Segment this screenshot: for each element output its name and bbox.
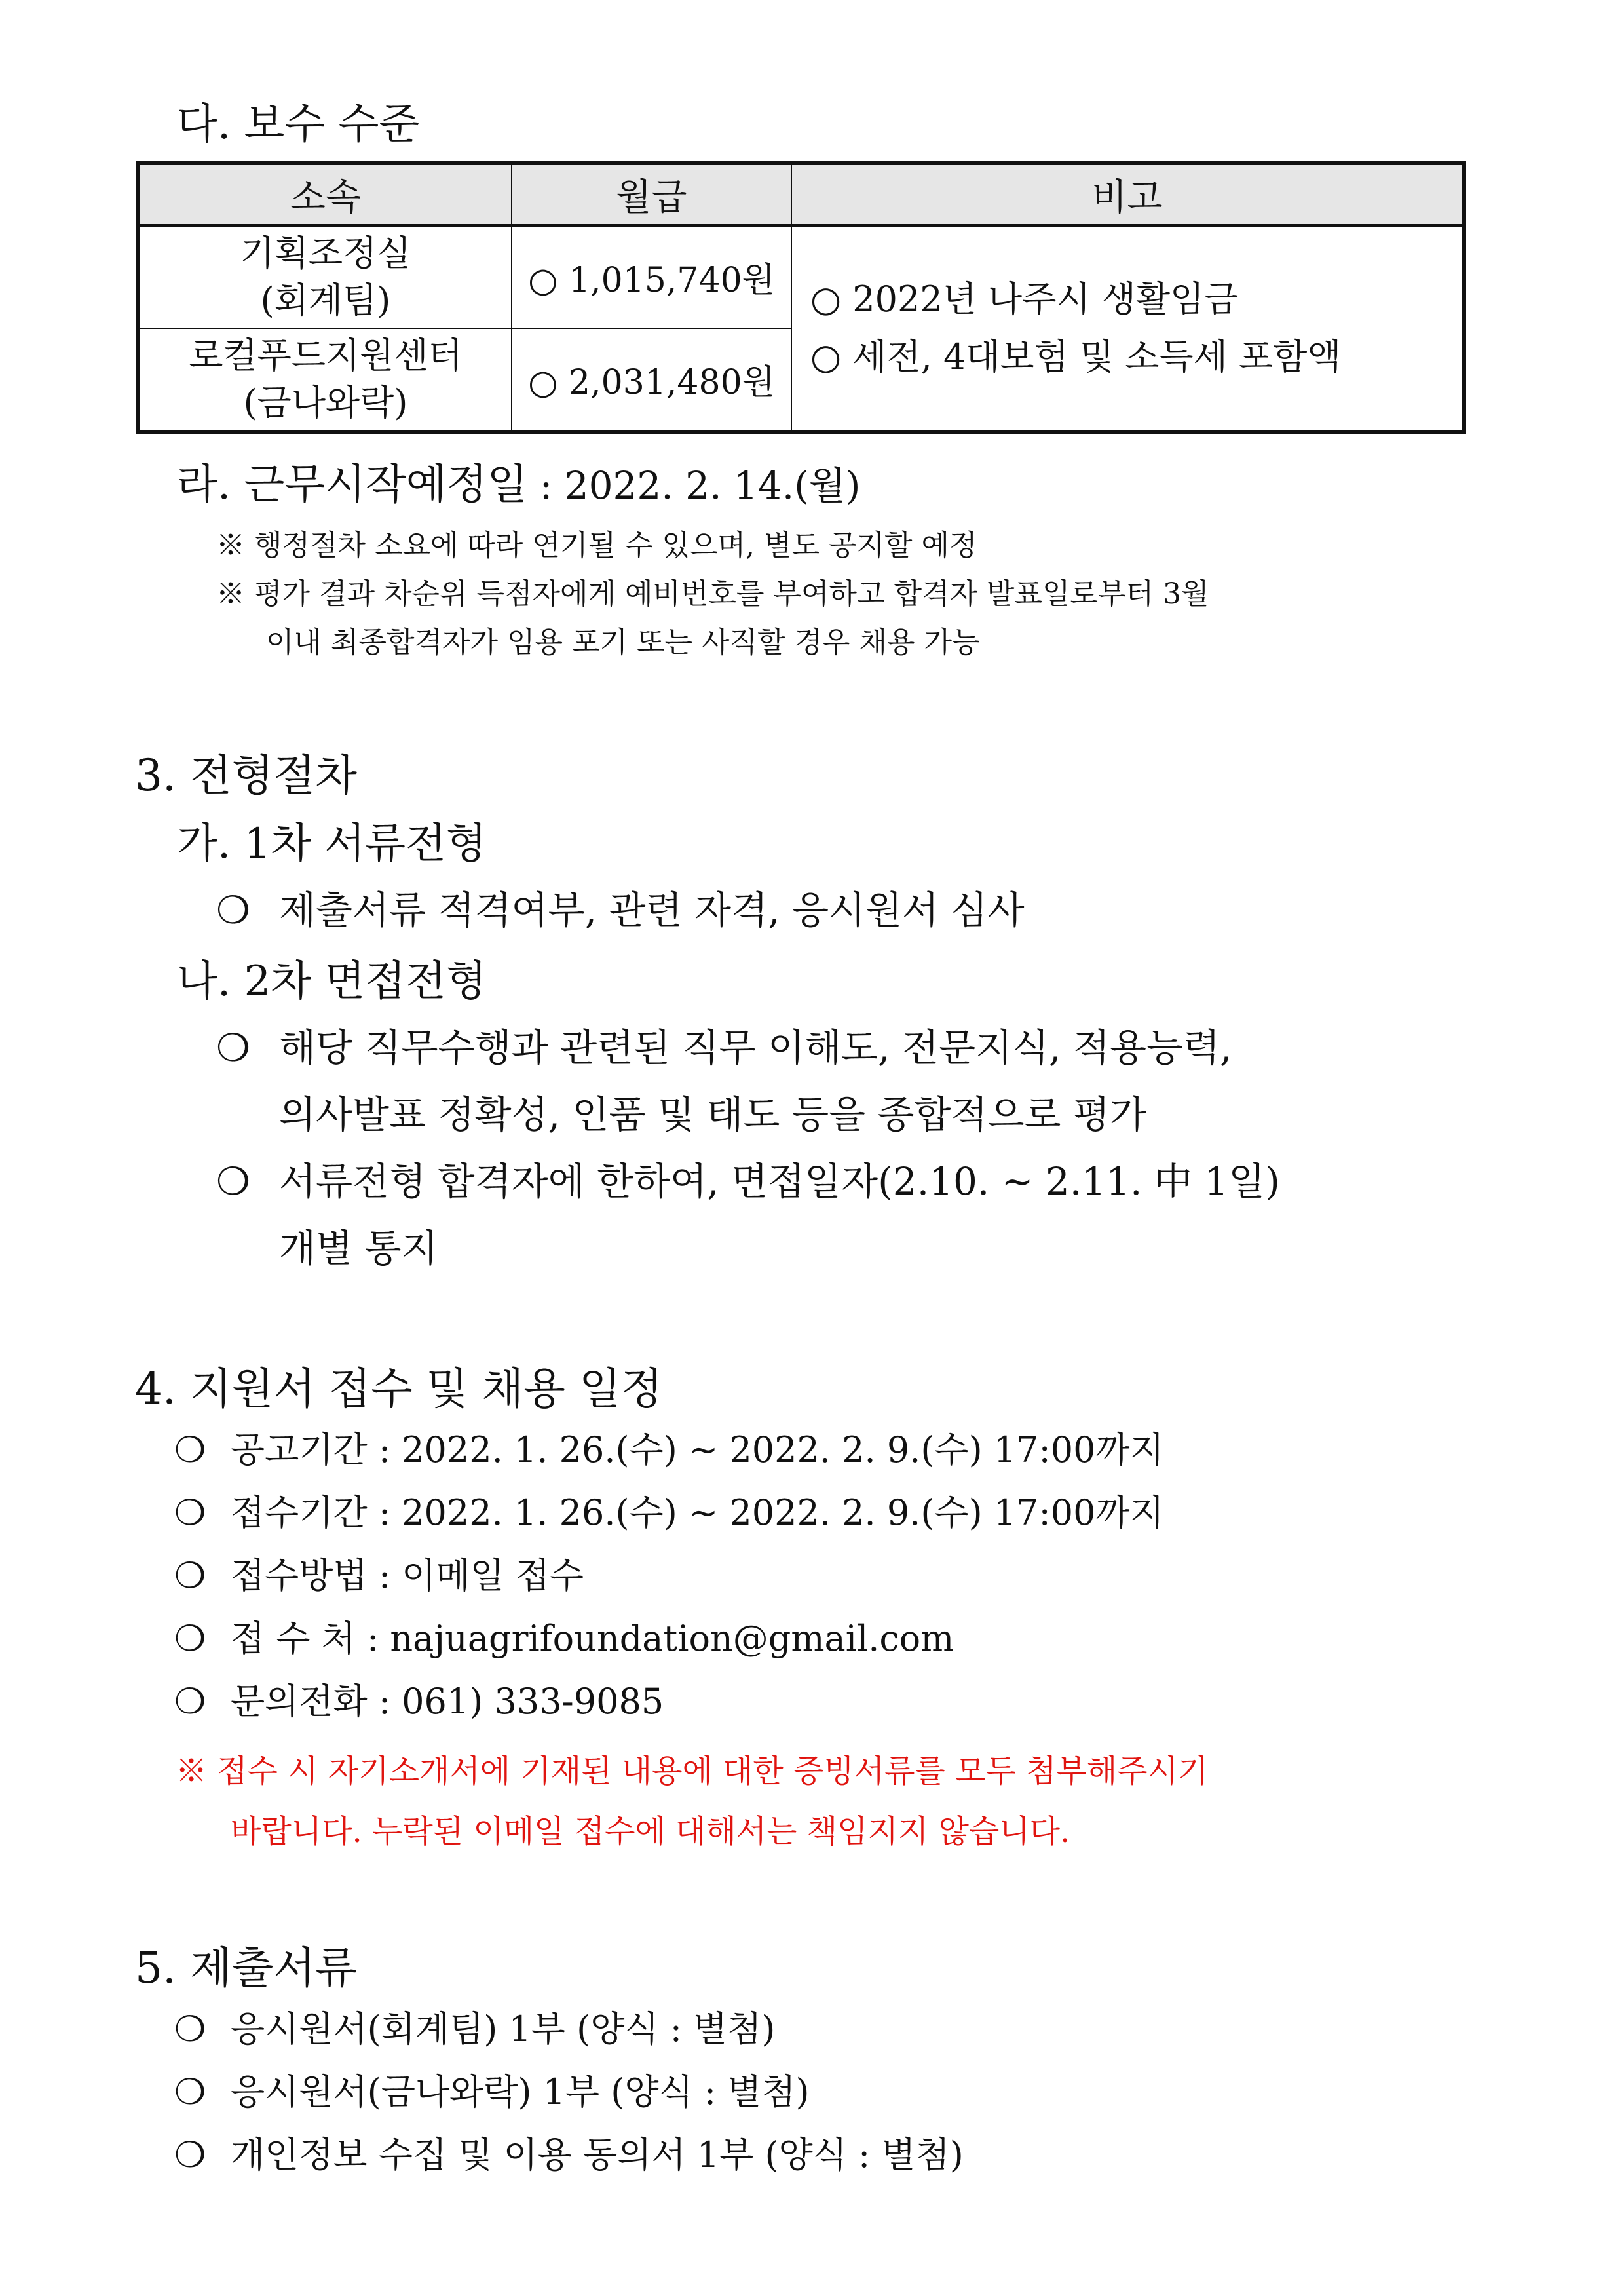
list-item bbox=[216, 1151, 1280, 1206]
bullet-circle-icon: ❍ bbox=[174, 1618, 206, 1659]
warning-line: ※ 접수 시 자기소개서에 기재된 내용에 대한 증빙서류를 모두 첨부해주시기 bbox=[176, 1753, 1209, 1789]
dept-cell bbox=[138, 328, 512, 432]
section3-na-title: 나. 2차 면접전형 bbox=[177, 957, 487, 1006]
item-text: 문의전화 : 061) 333-9085 bbox=[231, 1681, 664, 1722]
dept-team: (회계팀) bbox=[260, 279, 391, 321]
section3-ga-title: 가. 1차 서류전형 bbox=[177, 820, 487, 868]
bullet-circle-icon: ❍ bbox=[174, 1492, 206, 1533]
note-line: 이내 최종합격자가 임용 포기 또는 사직할 경우 채용 가능 bbox=[266, 626, 980, 659]
warning-line: 바랍니다. 누락된 이메일 접수에 대해서는 책임지지 않습니다. bbox=[231, 1813, 1070, 1850]
item-text: 공고기간 : 2022. 1. 26.(수) ∼ 2022. 2. 9.(수) 17:00까지 bbox=[231, 1429, 1164, 1470]
table-row bbox=[138, 225, 1464, 328]
bullet-circle-icon: ❍ bbox=[216, 1025, 250, 1070]
note-line: ※ 평가 결과 차순위 득점자에게 예비번호를 부여하고 합격자 발표일로부터 3월 bbox=[216, 577, 1209, 611]
bullet-circle-icon: ❍ bbox=[174, 2134, 206, 2175]
list-item bbox=[174, 1485, 1164, 1535]
bullet-circle-icon: ❍ bbox=[174, 1429, 206, 1470]
list-item bbox=[216, 879, 1025, 934]
remark-item: ○ 2022년 나주시 생활임금 bbox=[810, 278, 1239, 320]
wage-cell: ○ 2,031,480원 bbox=[512, 328, 791, 432]
bullet-circle-icon: ❍ bbox=[174, 2071, 206, 2113]
section5-title: 5. 제출서류 bbox=[135, 1943, 357, 1993]
item-text: 접 수 처 : najuagrifoundation@gmail.com bbox=[231, 1618, 954, 1659]
dept-name: 기획조정실 bbox=[240, 232, 411, 274]
item-text: 제출서류 적격여부, 관련 자격, 응시원서 심사 bbox=[279, 888, 1025, 932]
bullet-circle-icon: ❍ bbox=[216, 1159, 250, 1204]
list-item bbox=[174, 2001, 775, 2052]
dept-team: (금나와락) bbox=[243, 381, 408, 423]
header-monthly-wage: 월급 bbox=[512, 163, 791, 225]
bullet-circle-icon: ❍ bbox=[216, 888, 250, 932]
list-item bbox=[174, 2064, 810, 2114]
item-text: 서류전형 합격자에 한하여, 면접일자(2.10. ~ 2.11. 中 1일) bbox=[279, 1159, 1280, 1204]
section4-title: 4. 지원서 접수 및 채용 일정 bbox=[135, 1364, 663, 1414]
list-item bbox=[174, 2127, 964, 2177]
wage-cell: ○ 1,015,740원 bbox=[512, 225, 791, 328]
list-item bbox=[174, 1611, 954, 1661]
section-ra-line bbox=[177, 451, 860, 511]
list-item bbox=[216, 1017, 1232, 1072]
dept-cell bbox=[138, 225, 512, 328]
remark-item: ○ 세전, 4대보험 및 소득세 포함액 bbox=[810, 336, 1342, 377]
bullet-circle-icon: ❍ bbox=[174, 2008, 206, 2050]
section-da-title: 다. 보수 수준 bbox=[177, 100, 420, 149]
start-date-value: : 2022. 2. 14.(월) bbox=[527, 463, 861, 508]
dept-name: 로컬푸드지원센터 bbox=[189, 334, 463, 376]
note-line: ※ 행정절차 소요에 따라 연기될 수 있으며, 별도 공지할 예정 bbox=[216, 529, 977, 562]
header-remarks: 비고 bbox=[791, 163, 1464, 225]
item-text: 응시원서(금나와락) 1부 (양식 : 별첨) bbox=[231, 2071, 810, 2113]
item-text: 개인정보 수집 및 이용 동의서 1부 (양식 : 별첨) bbox=[231, 2134, 964, 2175]
item-text: 응시원서(회계팀) 1부 (양식 : 별첨) bbox=[231, 2008, 776, 2050]
bullet-circle-icon: ❍ bbox=[174, 1555, 206, 1596]
item-text: 접수방법 : 이메일 접수 bbox=[231, 1555, 584, 1596]
bullet-circle-icon: ❍ bbox=[174, 1681, 206, 1722]
pay-table bbox=[136, 161, 1466, 434]
item-continuation: 개별 통지 bbox=[279, 1226, 438, 1271]
list-item bbox=[174, 1548, 584, 1598]
item-continuation: 의사발표 정확성, 인품 및 태도 등을 종합적으로 평가 bbox=[279, 1092, 1147, 1137]
section3-title: 3. 전형절차 bbox=[135, 750, 357, 801]
header-affiliation: 소속 bbox=[138, 163, 512, 225]
list-item bbox=[174, 1674, 664, 1724]
list-item bbox=[174, 1422, 1164, 1472]
pay-table-header-row bbox=[138, 163, 1464, 225]
section-ra-title: 라. 근무시작예정일 bbox=[177, 461, 528, 509]
item-text: 해당 직무수행과 관련된 직무 이해도, 전문지식, 적용능력, bbox=[279, 1025, 1232, 1070]
item-text: 접수기간 : 2022. 1. 26.(수) ∼ 2022. 2. 9.(수) 17:00까지 bbox=[231, 1492, 1164, 1533]
remarks-cell bbox=[791, 225, 1464, 432]
